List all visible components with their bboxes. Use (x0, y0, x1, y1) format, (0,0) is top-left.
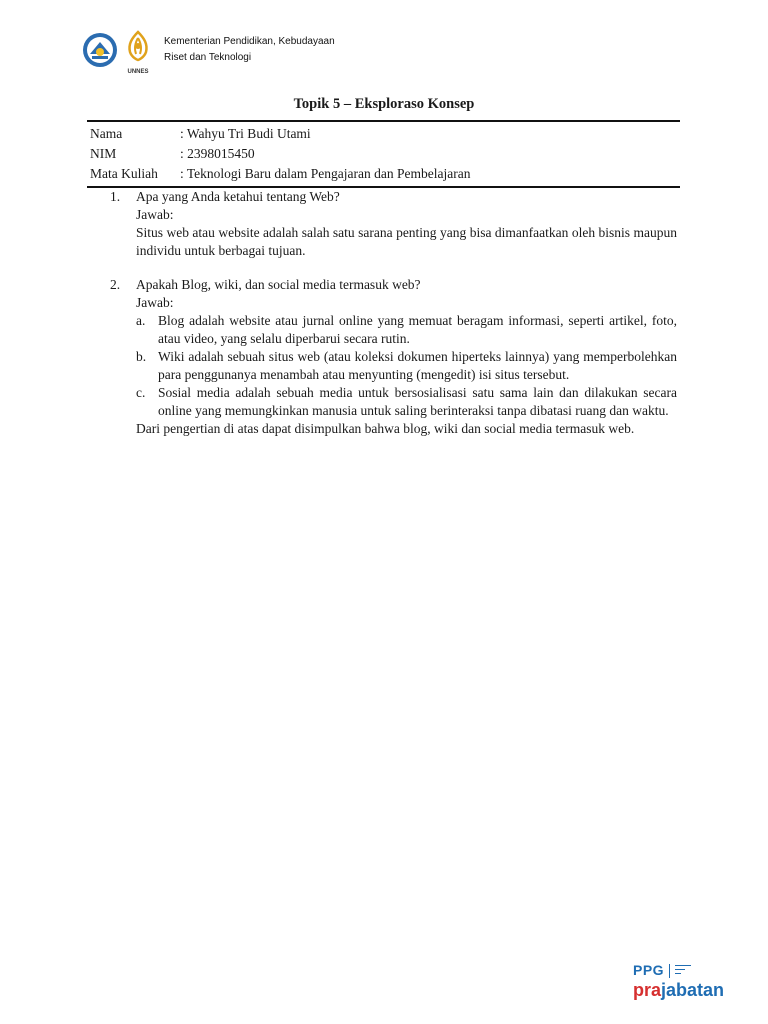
conclusion-text: Dari pengertian di atas dapat disimpulkan bahwa blog, wiki dan social media termasuk web. (136, 421, 635, 436)
item-text: Sosial media adalah sebuah media untuk bersosialisasi satu sama lain dan dilakukan secara online yang memungkinkan manusia untuk saling berinteraksi tanpa dibatasi ruang dan waktu. (158, 385, 677, 418)
item-text: Blog adalah website atau jurnal online yang memuat beragam informasi, seperti artikel, foto, atau video, yang selalu diperbarui secara rutin. (158, 313, 677, 346)
item-letter: b. (136, 349, 147, 364)
answer-label: Jawab: (136, 295, 174, 310)
question-body (136, 188, 677, 260)
info-row-nama (87, 124, 680, 144)
jabatan-text: jabatan (661, 980, 725, 1000)
answer-item-c (136, 384, 677, 420)
item-text: Wiki adalah sebuah situs web (atau koleksi dokumen hiperteks lainnya) yang memperbolehkan para penggunanya menambah atau menyunting (mengedit) isi situs tersebut. (158, 349, 677, 382)
question-body (136, 276, 677, 438)
answer-text: Situs web atau website adalah salah satu sarana penting yang bisa dimanfaatkan oleh bisnis maupun individu untuk berbagai tujuan. (136, 225, 677, 258)
ministry-line-1: Kementerian Pendidikan, Kebudayaan (164, 36, 335, 47)
answer-label: Jawab: (136, 207, 174, 222)
ppg-label: PPG (633, 962, 665, 978)
question-text: Apa yang Anda ketahui tentang Web? (136, 189, 340, 204)
info-label: Nama (90, 126, 123, 141)
logo-divider (669, 964, 670, 978)
ppg-prajabatan-logo (633, 962, 723, 1002)
question-2 (110, 276, 677, 438)
item-letter: c. (136, 385, 146, 400)
answer-item-b (136, 348, 677, 384)
info-row-mata-kuliah (87, 164, 680, 184)
ministry-name (164, 34, 335, 66)
question-number: 1. (110, 189, 121, 204)
info-label: Mata Kuliah (90, 166, 158, 181)
prajabatan-wordmark (633, 980, 724, 1001)
pra-text: pra (633, 980, 662, 1000)
item-letter: a. (136, 313, 146, 328)
info-label: NIM (90, 146, 117, 161)
questions-section (110, 188, 677, 438)
info-value: : Teknologi Baru dalam Pengajaran dan Pembelajaran (180, 166, 471, 181)
kemdikbud-logo (82, 32, 118, 68)
student-info-table (87, 120, 680, 188)
question-number: 2. (110, 277, 121, 292)
document-header (82, 30, 335, 74)
ministry-line-2: Riset dan Teknologi (164, 52, 252, 63)
info-value: : 2398015450 (180, 146, 255, 161)
info-row-nim (87, 144, 680, 164)
question-1 (110, 188, 677, 260)
question-text: Apakah Blog, wiki, dan social media termasuk web? (136, 277, 421, 292)
ppg-tagline-mark (675, 964, 705, 977)
unnes-label: UNNES (127, 69, 149, 75)
page-title: Topik 5 – Eksploraso Konsep (293, 96, 475, 112)
answer-item-a (136, 312, 677, 348)
unnes-logo (122, 30, 154, 75)
info-value: : Wahyu Tri Budi Utami (180, 126, 311, 141)
